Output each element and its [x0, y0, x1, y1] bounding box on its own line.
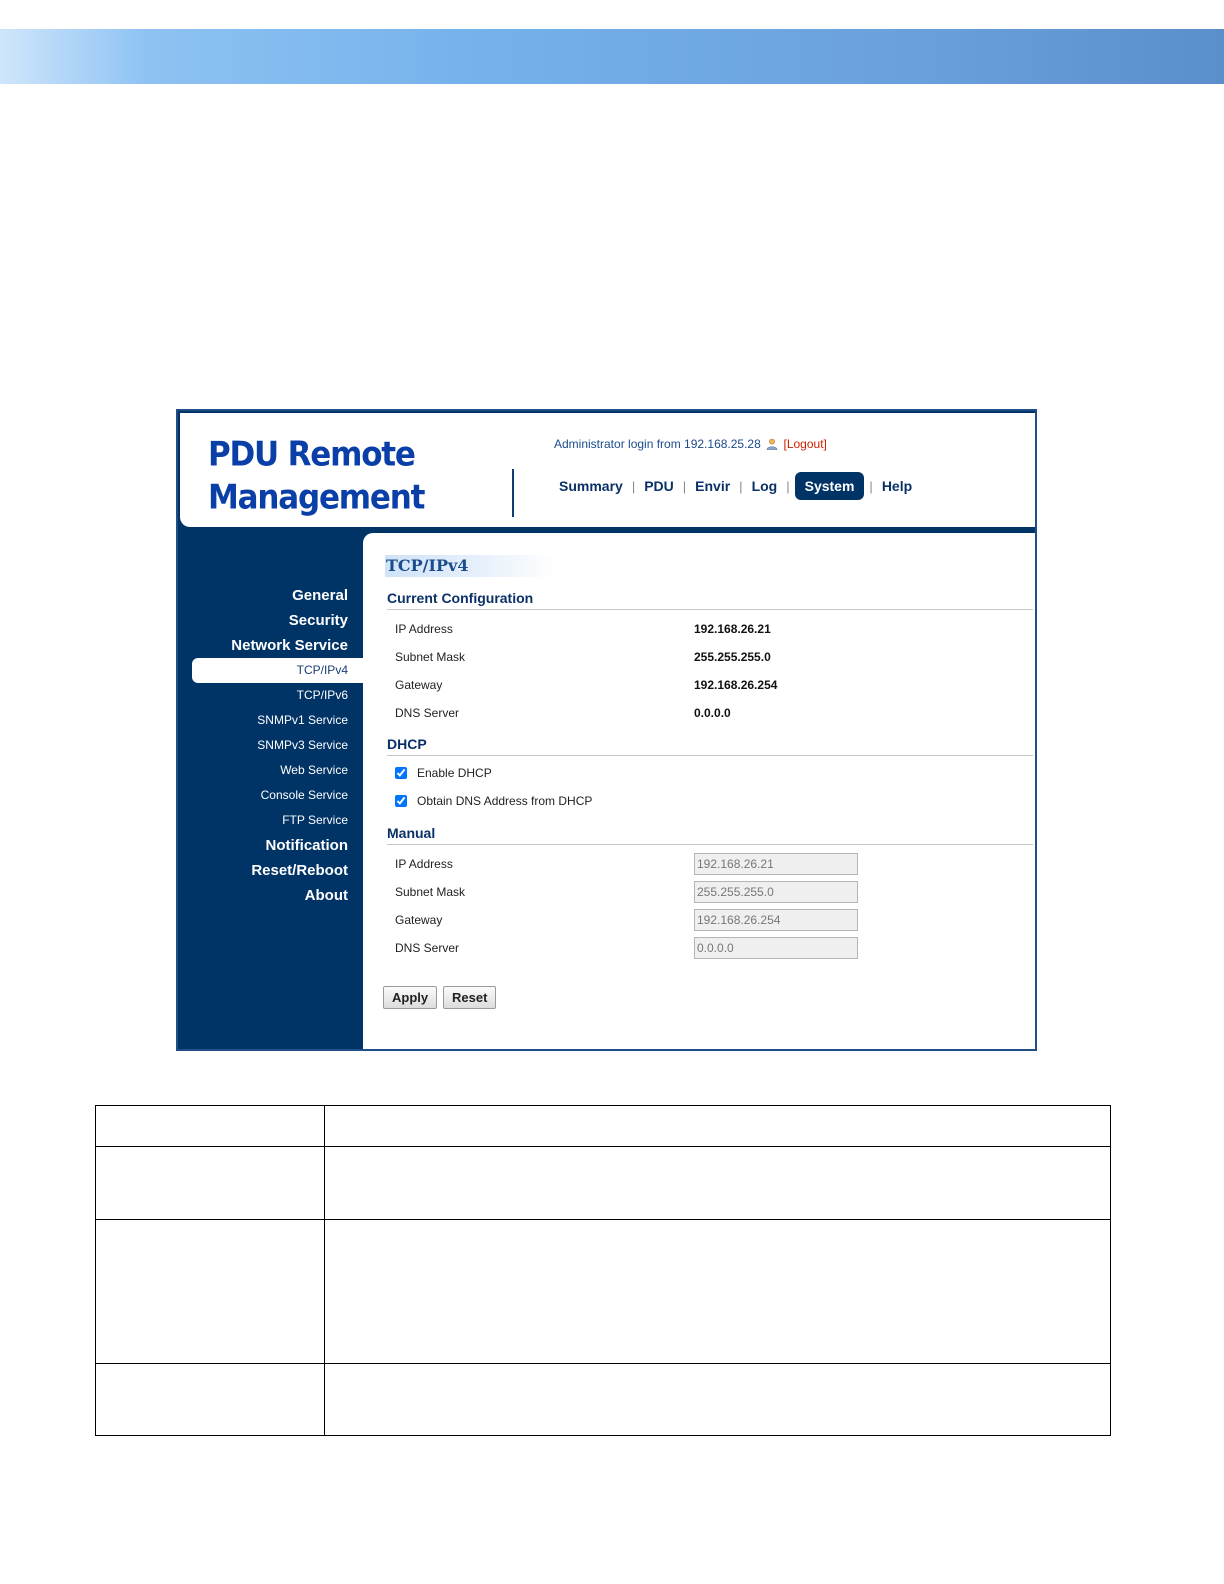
current-dns-label: DNS Server: [395, 706, 460, 720]
main-content: [363, 533, 1035, 1049]
user-icon: [766, 438, 778, 450]
table-cell: [96, 1220, 325, 1364]
current-dns-value: 0.0.0.0: [694, 706, 731, 720]
sidebar-item-snmpv3-service[interactable]: SNMPv3 Service: [257, 738, 348, 752]
manual-ip-label: IP Address: [395, 857, 453, 871]
nav-system[interactable]: System: [795, 472, 865, 500]
current-ip-label: IP Address: [395, 622, 453, 636]
nav-help[interactable]: Help: [881, 478, 913, 494]
manual-gateway-input[interactable]: [694, 909, 858, 931]
table-row: [96, 1106, 1111, 1147]
login-status: [554, 437, 827, 451]
app-logo: [208, 433, 424, 519]
obtain-dns-checkbox[interactable]: [395, 795, 407, 807]
table-row: [96, 1220, 1111, 1364]
header: [180, 413, 1035, 527]
pdu-web-ui-screenshot: [176, 409, 1037, 1051]
sidebar-item-tcp-ipv6[interactable]: TCP/IPv6: [296, 688, 348, 702]
table-cell: [325, 1147, 1111, 1220]
sidebar-item-general[interactable]: General: [292, 587, 348, 604]
current-config-heading: Current Configuration: [387, 590, 1033, 610]
header-divider: [512, 469, 514, 517]
sidebar-item-ftp-service[interactable]: FTP Service: [282, 813, 348, 827]
reset-button[interactable]: Reset: [443, 986, 496, 1009]
nav-summary[interactable]: Summary: [559, 478, 623, 494]
sidebar-item-security[interactable]: Security: [288, 612, 348, 629]
sidebar-item-notification[interactable]: Notification: [265, 837, 348, 854]
table-row: [96, 1364, 1111, 1436]
sidebar-item-about[interactable]: About: [304, 887, 348, 904]
sidebar-item-reset-reboot[interactable]: Reset/Reboot: [251, 862, 348, 879]
manual-dns-label: DNS Server: [395, 941, 460, 955]
logo-line-2: Management: [208, 478, 425, 518]
current-ip-value: 192.168.26.21: [694, 622, 771, 636]
page-title: TCP/IPv4: [385, 555, 556, 577]
manual-ip-input[interactable]: [694, 853, 858, 875]
top-nav: [552, 472, 919, 500]
nav-separator: |: [631, 478, 636, 494]
nav-pdu[interactable]: PDU: [644, 478, 674, 494]
current-mask-label: Subnet Mask: [395, 650, 466, 664]
sidebar-item-web-service[interactable]: Web Service: [280, 763, 348, 777]
table-cell: [325, 1220, 1111, 1364]
manual-mask-label: Subnet Mask: [395, 885, 466, 899]
nav-log[interactable]: Log: [751, 478, 778, 494]
enable-dhcp-checkbox[interactable]: [395, 767, 407, 779]
manual-mask-input[interactable]: [694, 881, 858, 903]
sidebar-item-network-service[interactable]: Network Service: [231, 637, 348, 654]
logo-line-1: PDU Remote: [208, 435, 415, 475]
top-banner: [0, 29, 1224, 84]
current-mask-value: 255.255.255.0: [694, 650, 771, 664]
table-row: [96, 1147, 1111, 1220]
nav-separator: |: [739, 478, 743, 494]
current-gateway-label: Gateway: [395, 678, 443, 692]
login-text: Administrator login from 192.168.25.28: [554, 437, 761, 451]
description-table: [95, 1105, 1111, 1436]
manual-heading: Manual: [387, 825, 1033, 845]
obtain-dns-row[interactable]: [395, 794, 592, 808]
current-gateway-value: 192.168.26.254: [694, 678, 778, 692]
table-cell: [96, 1106, 325, 1147]
obtain-dns-label: Obtain DNS Address from DHCP: [417, 794, 593, 808]
nav-separator: |: [682, 478, 687, 494]
sidebar-item-tcp-ipv4[interactable]: TCP/IPv4: [192, 658, 363, 683]
sidebar: [180, 583, 363, 908]
manual-dns-input[interactable]: [694, 937, 858, 959]
logout-link[interactable]: [Logout]: [783, 437, 827, 451]
nav-separator: |: [786, 478, 790, 494]
sidebar-item-snmpv1-service[interactable]: SNMPv1 Service: [257, 713, 348, 727]
nav-envir[interactable]: Envir: [695, 478, 731, 494]
sidebar-item-console-service[interactable]: Console Service: [260, 788, 348, 802]
table-cell: [96, 1364, 325, 1436]
manual-gateway-label: Gateway: [395, 913, 443, 927]
table-cell: [96, 1147, 325, 1220]
dhcp-heading: DHCP: [387, 736, 1033, 756]
table-cell: [325, 1364, 1111, 1436]
apply-button[interactable]: Apply: [383, 986, 437, 1009]
enable-dhcp-label: Enable DHCP: [417, 766, 492, 780]
nav-separator: |: [869, 478, 873, 494]
table-cell: [325, 1106, 1111, 1147]
enable-dhcp-row[interactable]: [395, 766, 492, 780]
